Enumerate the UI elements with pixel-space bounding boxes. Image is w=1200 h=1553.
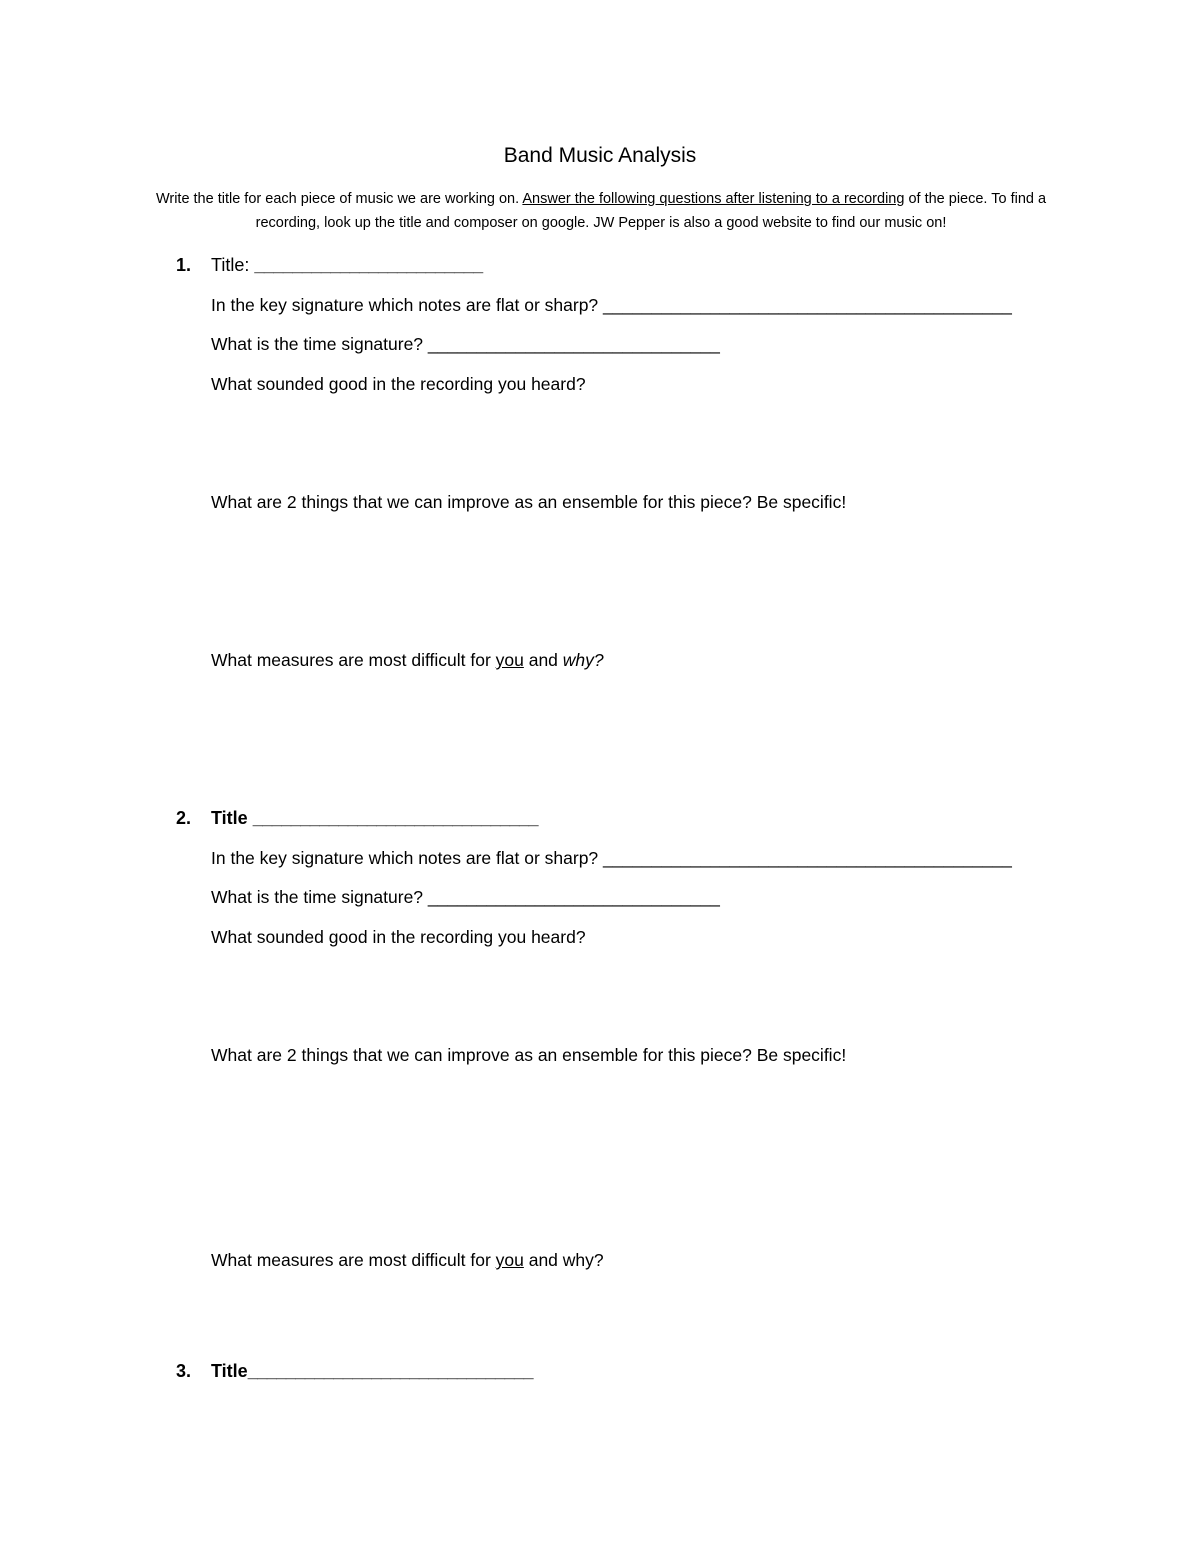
title-blank-line[interactable]: ______________________________ [247,1361,534,1381]
key-signature-question: In the key signature which notes are flat or sharp? __________________________________________ [211,848,1012,868]
key-signature-question: In the key signature which notes are flat or sharp? __________________________________________ [211,295,1012,315]
question-text: What measures are most difficult for [211,1250,496,1270]
title-blank-line[interactable]: ________________________ [254,255,483,275]
title-label: Title [211,808,253,828]
question-emphasis-why: why? [562,650,604,670]
instructions-underlined-text: Answer the following questions after listening to a recording [522,191,905,207]
time-signature-question: What is the time signature? ______________________________ [211,887,720,907]
title-blank-line[interactable]: ______________________________ [252,808,539,828]
sounded-good-question: What sounded good in the recording you heard? [211,927,586,947]
page-title: Band Music Analysis [503,144,697,167]
instructions-text-end: of the piece. To find a recording, look up the title and composer on google. JW Pepper is also a good website to find our music on! [255,191,1047,231]
section-number: 3. [176,1361,192,1381]
question-emphasis-you: you [495,650,524,670]
question-emphasis-you: you [495,1250,524,1270]
section-2-title-line [176,806,538,830]
section-1-title-line [176,253,483,277]
section-number: 2. [176,808,192,828]
sounded-good-question: What sounded good in the recording you heard? [211,374,586,394]
instructions-text: Write the title for each piece of music we are working on. [155,191,523,207]
title-label: Title [211,1361,248,1381]
section-number: 1. [176,255,192,275]
title-label: Title: [211,255,255,275]
time-signature-question: What is the time signature? ______________________________ [211,334,720,354]
question-text-and: and why? [523,1250,604,1270]
difficult-measures-question [211,648,604,672]
difficult-measures-question [211,1248,604,1272]
question-text-and: and [523,650,563,670]
improve-question: What are 2 things that we can improve as an ensemble for this piece? Be specific! [211,1045,847,1065]
improve-question: What are 2 things that we can improve as an ensemble for this piece? Be specific! [211,492,847,512]
section-3-title-line [176,1359,533,1383]
question-text: What measures are most difficult for [211,650,496,670]
instructions-paragraph [150,187,1052,235]
